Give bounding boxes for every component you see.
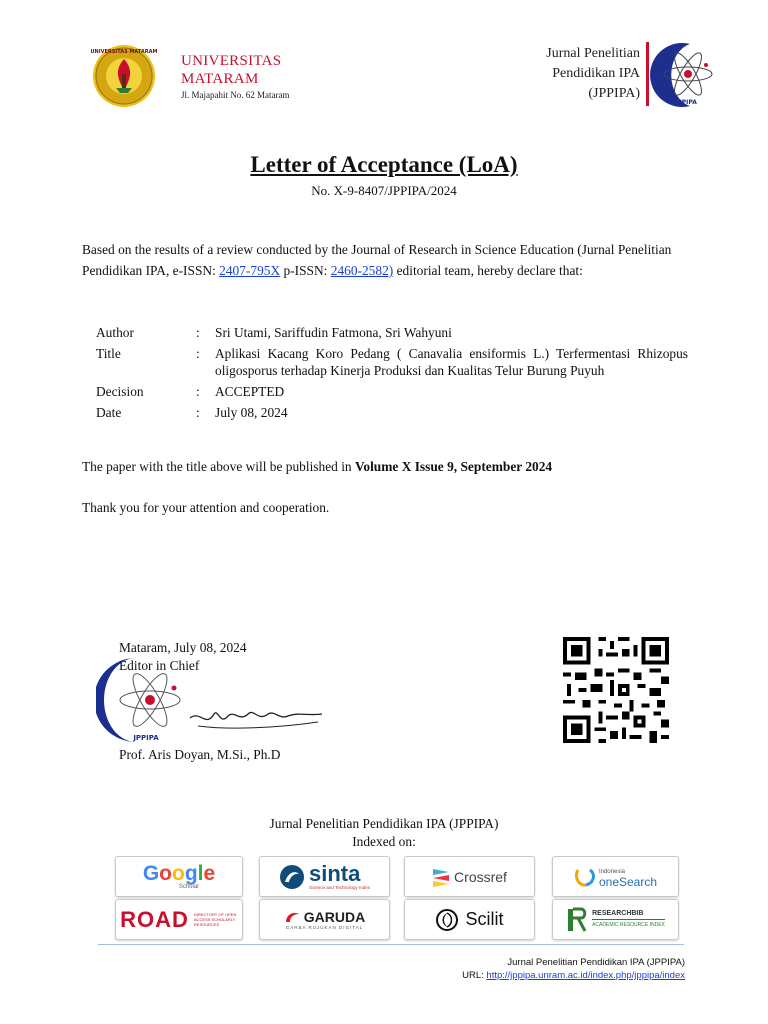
date-row [96, 404, 688, 421]
researchbib-text: RESEARCHBIB [592, 910, 644, 917]
decision-colon: : [196, 384, 200, 399]
author-value: Sri Utami, Sariffudin Fatmona, Sri Wahyuni [215, 325, 452, 340]
author-colon: : [196, 325, 200, 340]
road-text: ROAD [120, 906, 189, 932]
qr-code[interactable] [562, 637, 670, 743]
scilit-icon [435, 908, 459, 932]
researchbib-sub: ACADEMIC RESOURCE INDEX [592, 919, 665, 930]
university-name-line1: UNIVERSITAS [181, 53, 282, 69]
university-name-line2: MATARAM [181, 71, 259, 87]
thanks-text: Thank you for your attention and cooperation. [82, 500, 330, 515]
university-logo-text: UNIVERSITAS MATARAM [90, 49, 158, 55]
title-label: Title [96, 346, 121, 361]
scilit-text: Scilit [465, 909, 504, 929]
intro-text-3: editorial team, hereby declare that: [393, 263, 583, 278]
date-label: Date [96, 405, 122, 420]
intro-text-1: Based on the results of a review conducted by the Journal of Research in Science Education (Jurnal Penelitian Pendidikan IPA, e-ISSN: [82, 242, 672, 278]
date-colon: : [196, 405, 200, 420]
letter-number: No. X-9-8407/JPPIPA/2024 [311, 183, 457, 198]
garuda-sub: GARBA RUJUKAN DIGITAL [285, 925, 364, 930]
letter-title: Letter of Acceptance (LoA) [250, 152, 518, 177]
indexing-title [0, 815, 768, 851]
crossref-text: Crossref [454, 868, 507, 885]
sinta-sub: Science and Technology Index [309, 885, 370, 890]
sinta-icon [279, 864, 305, 890]
publication-text: The paper with the title above will be published in [82, 459, 355, 474]
journal-logo-text: JPPIPA [675, 99, 697, 106]
road-badge[interactable] [115, 899, 243, 940]
publication-statement [82, 459, 688, 475]
title-value: Aplikasi Kacang Koro Pedang ( Canavalia ensiformis L.) Terfermentasi Rhizopus oligosporus terhadap Kinerja Produksi dan Kualitas Telur Burung Puyuh [215, 346, 688, 378]
decision-row [96, 383, 688, 400]
intro-paragraph [82, 239, 688, 281]
onesearch-icon [574, 866, 596, 888]
onesearch-badge[interactable] [552, 856, 679, 897]
pissn-link[interactable]: 2460-2582) [330, 263, 394, 278]
footer [462, 956, 685, 982]
signer-role: Editor in Chief [119, 658, 200, 673]
google-logo-text: Google [142, 862, 216, 885]
acceptance-details [96, 324, 688, 425]
garuda-badge[interactable] [259, 899, 390, 940]
garuda-text: GARUDA [303, 909, 366, 925]
road-sub: DIRECTORY OF OPEN ACCESS SCHOLARLY RESOURCES [193, 912, 237, 927]
intro-text-2: p-ISSN: [280, 263, 331, 278]
author-row [96, 324, 688, 341]
university-name [181, 52, 281, 88]
journal-name [440, 44, 640, 104]
date-value: July 08, 2024 [215, 405, 288, 420]
decision-value: ACCEPTED [215, 384, 285, 399]
onesearch-pre: Indonesia [598, 868, 625, 875]
indexed-on-label: Indexed on: [352, 834, 416, 849]
footer-divider [98, 944, 684, 945]
publication-volume: Volume X Issue 9, September 2024 [354, 459, 553, 474]
decision-label: Decision [96, 384, 144, 399]
stamp-logo-text: JPPIPA [133, 734, 159, 742]
footer-journal-name: Jurnal Penelitian Pendidikan IPA (JPPIPA) [507, 957, 685, 968]
university-address: Jl. Majapahit No. 62 Mataram [181, 90, 290, 100]
scilit-badge[interactable] [404, 899, 535, 940]
title-row [96, 345, 688, 379]
footer-url-line [462, 969, 685, 982]
journal-logo [650, 42, 720, 108]
place-date: Mataram, July 08, 2024 [119, 640, 247, 655]
handwritten-signature [188, 700, 328, 734]
journal-name-line2: Pendidikan IPA [552, 66, 640, 81]
crossref-badge[interactable] [404, 856, 535, 897]
journal-name-line1: Jurnal Penelitian [546, 46, 640, 61]
researchbib-icon [566, 907, 588, 933]
journal-name-line3: (JPPIPA) [588, 86, 640, 101]
sinta-badge[interactable] [259, 856, 390, 897]
sinta-text: sinta [309, 861, 361, 886]
journal-divider [646, 42, 649, 106]
google-scholar-sub: Scholar [178, 884, 200, 890]
university-logo [90, 44, 158, 108]
author-label: Author [96, 325, 134, 340]
eissn-link[interactable]: 2407-795X [219, 263, 281, 278]
signature-place-date [119, 639, 247, 675]
footer-url-link[interactable]: http://jppipa.unram.ac.id/index.php/jppipa/index [486, 970, 685, 981]
garuda-icon [284, 910, 300, 924]
title-colon: : [196, 346, 200, 361]
indexing-journal-name: Jurnal Penelitian Pendidikan IPA (JPPIPA) [269, 816, 499, 831]
onesearch-text: oneSearch [598, 874, 658, 889]
signer-name: Prof. Aris Doyan, M.Si., Ph.D [119, 747, 281, 762]
google-scholar-badge[interactable] [115, 856, 243, 897]
footer-url-label: URL: [462, 970, 487, 981]
crossref-icon [432, 867, 450, 887]
researchbib-badge[interactable] [552, 899, 679, 940]
